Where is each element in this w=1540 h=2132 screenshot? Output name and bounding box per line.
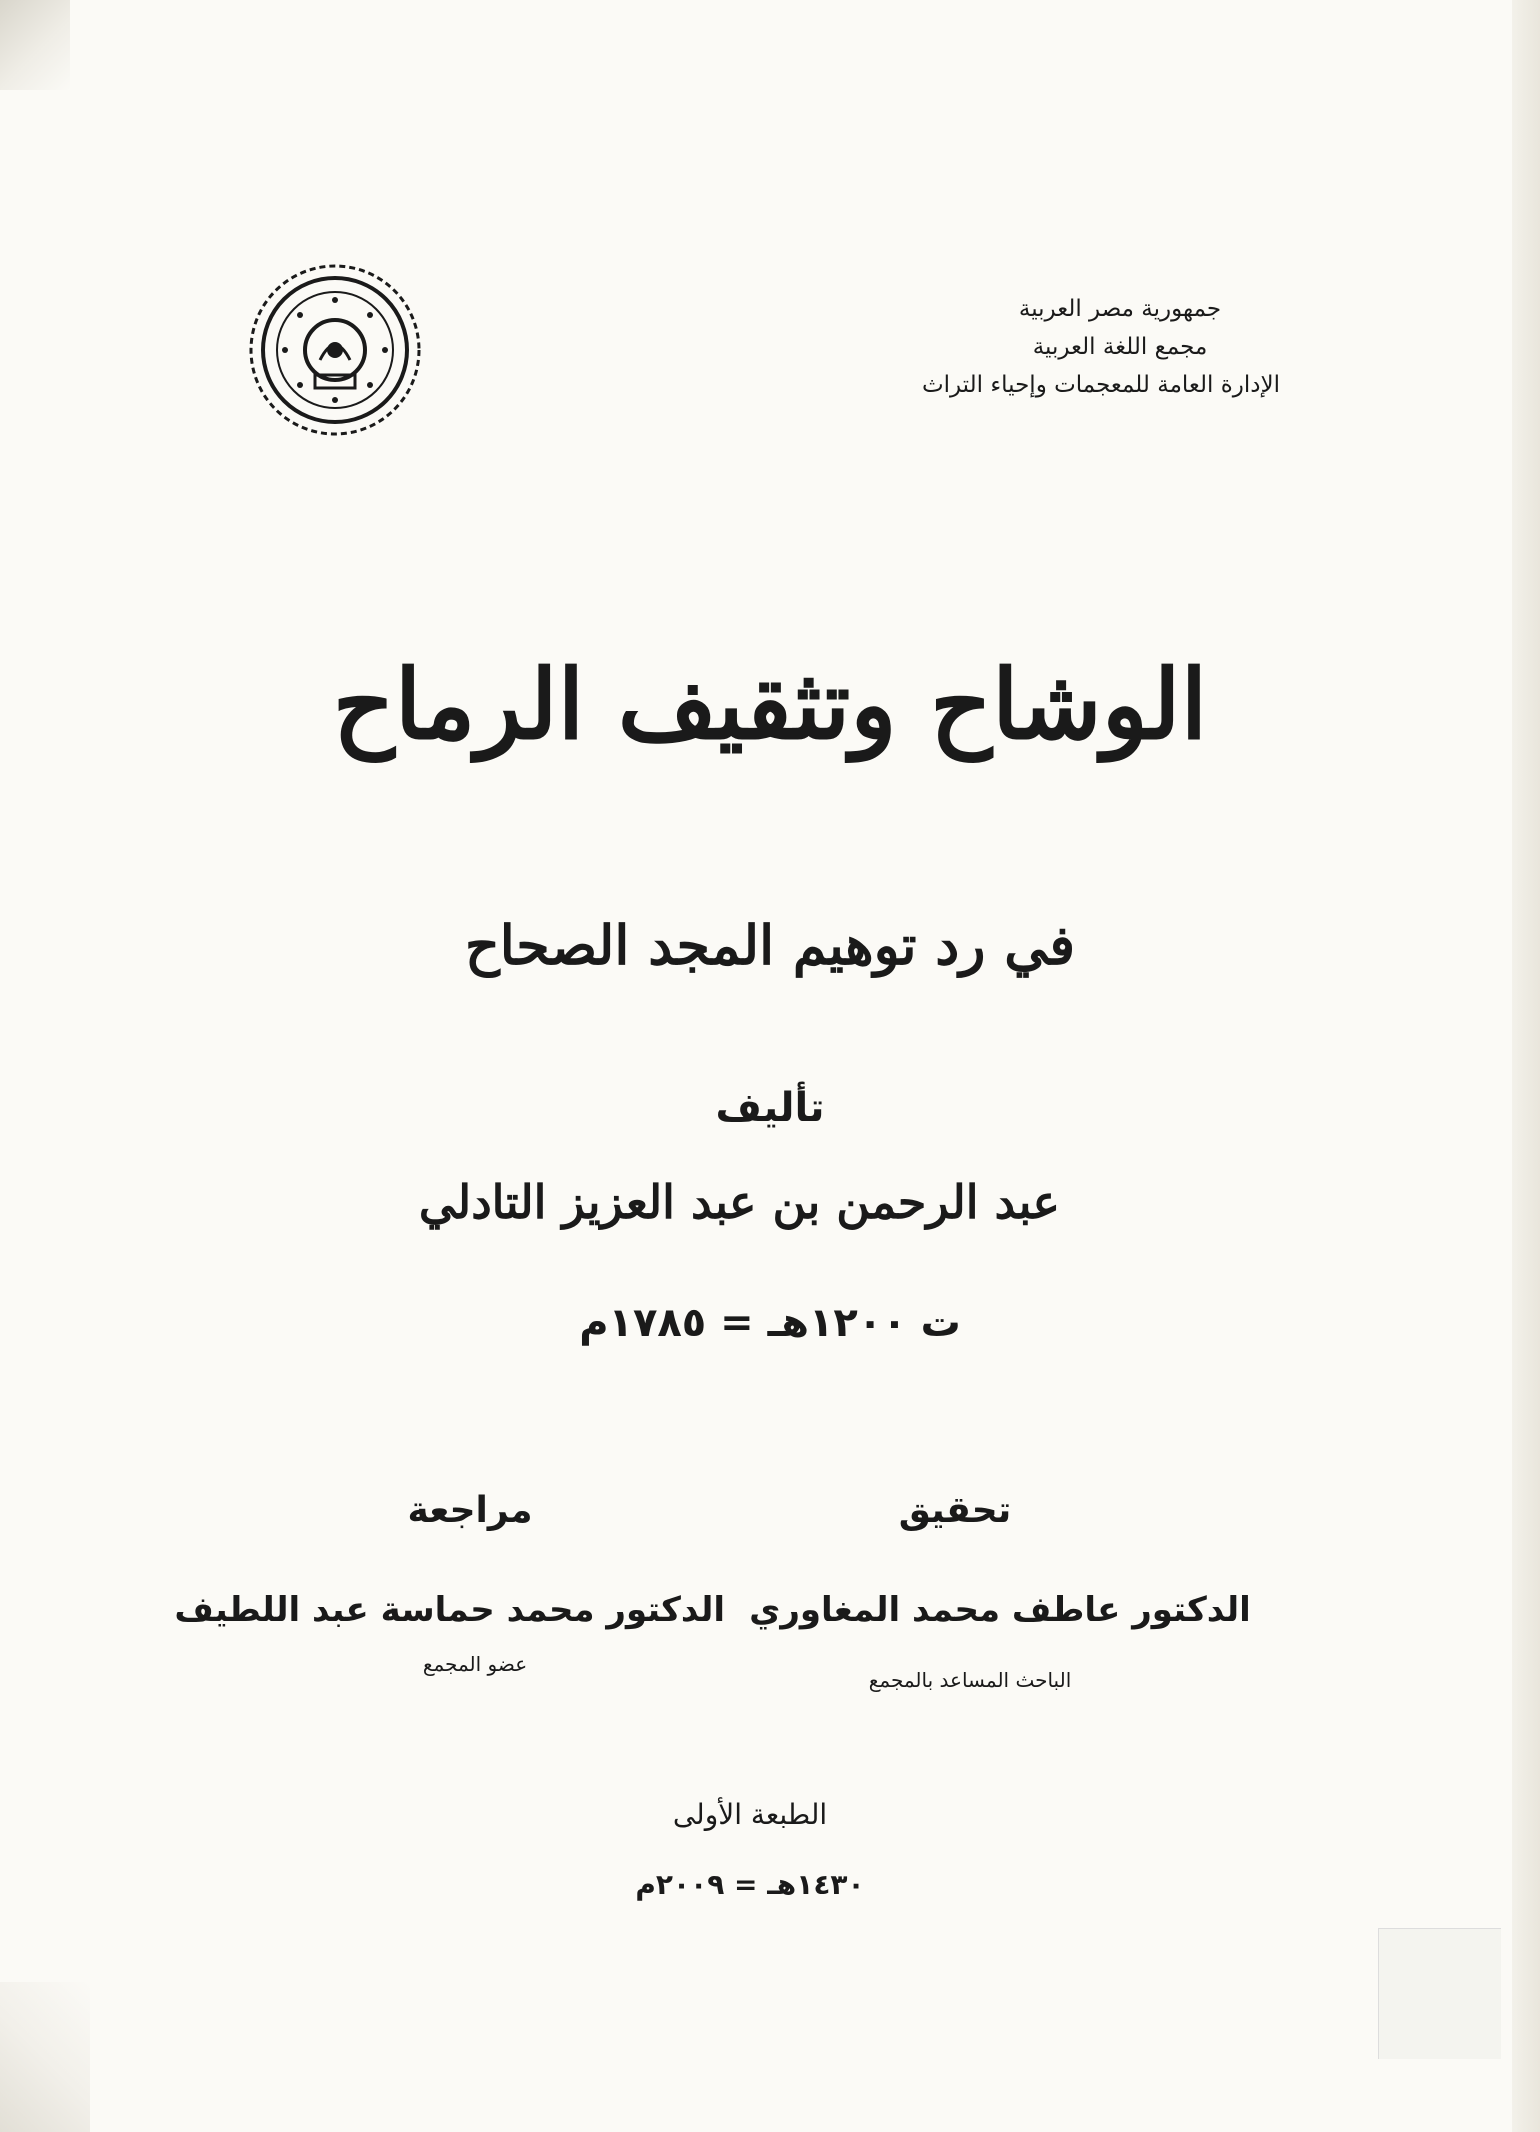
page-edge [1512,0,1540,2132]
edition-date: ١٤٣٠هـ = ٢٠٠٩م [635,1868,865,1901]
worn-corner-bottom [0,1982,90,2132]
edition-label: الطبعة الأولى [672,1798,828,1831]
publisher-header [921,290,1280,404]
header-academy: مجمع اللغة العربية [1032,334,1208,360]
investigator-role: الباحث المساعد بالمجمع [868,1668,1072,1692]
academy-emblem-icon [245,260,425,440]
reviewer-role: عضو المجمع [422,1652,528,1676]
reviewer-name: الدكتور محمد حماسة عبد اللطيف [174,1590,725,1630]
investigator-name: الدكتور عاطف محمد المغاوري [749,1590,1251,1630]
investigation-label: تحقيق [898,1490,1012,1531]
author-name: عبد الرحمن بن عبد العزيز التادلي [418,1175,1060,1229]
authorship-label: تأليف [715,1085,825,1131]
author-death-date: ت ١٢٠٠هـ = ١٧٨٥م [579,1300,961,1346]
review-label: مراجعة [407,1490,533,1531]
book-title: الوشاح وتثقيف الرماح [332,648,1208,761]
library-sticker [1378,1928,1501,2059]
header-country: جمهورية مصر العربية [1018,296,1222,322]
header-department: الإدارة العامة للمعجمات وإحياء التراث [921,372,1280,398]
worn-corner-top [0,0,70,90]
book-subtitle: في رد توهيم المجد الصحاح [464,913,1076,977]
